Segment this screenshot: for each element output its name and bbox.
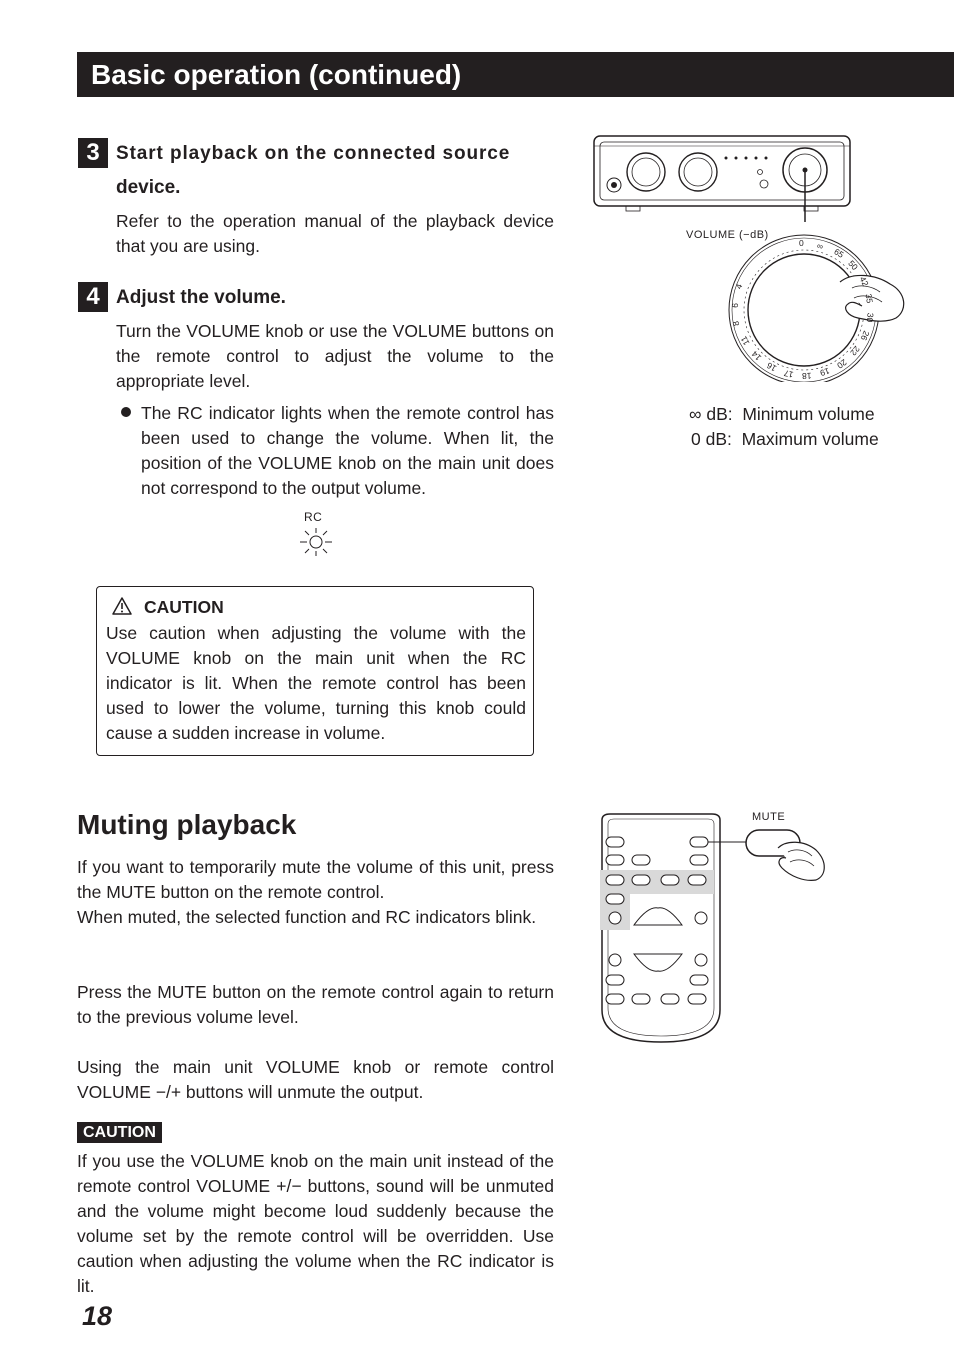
mute-label: MUTE xyxy=(752,811,786,823)
muting-para3: Using the main unit VOLUME knob or remote control VOLUME −/+ buttons will unmute the output. xyxy=(77,1057,554,1102)
page-number: 18 xyxy=(82,1301,113,1331)
volume-scale-tick: 6 xyxy=(729,302,741,308)
header-bar xyxy=(77,52,954,97)
rc-label: RC xyxy=(304,510,323,524)
volume-scale-tick: 30 xyxy=(864,311,876,323)
caution-body: Use caution when adjusting the volume with the VOLUME knob on the main unit when the RC indicator is lit. When the remote control has been used to lower the volume, turning this knob could cause a sudden increase in volume. xyxy=(106,623,526,743)
step-4-title: Adjust the volume. xyxy=(116,287,286,308)
bullet-dot xyxy=(121,407,131,417)
caution-heading: CAUTION xyxy=(144,597,224,617)
step-number-4: 4 xyxy=(78,282,108,312)
remote-control-illustration xyxy=(590,810,840,1050)
volume-scale-tick: 11 xyxy=(738,334,752,348)
volume-scale-tick: 18 xyxy=(801,370,812,382)
muting-caution-body: If you use the VOLUME knob on the main unit instead of the remote control VOLUME +/− buttons, sound will be unmuted and the volume might become loud suddenly because the volume set by the remote control will be overridden. Use caution when adjusting the volume when the RC indicator is lit. xyxy=(77,1151,554,1296)
volume-scale-tick: 17 xyxy=(782,368,795,381)
warning-triangle-icon xyxy=(111,596,133,616)
step-4-bullet: The RC indicator lights when the remote control has been used to change the volume. When lit, the position of the VOLUME knob on the main unit does not correspond to the output volume. xyxy=(141,403,554,498)
volume-scale-tick: 14 xyxy=(749,349,764,363)
volume-note-min xyxy=(689,402,875,427)
muting-para1-line2: When muted, the selected function and RC indicators blink. xyxy=(77,907,537,927)
caution-box xyxy=(96,586,534,756)
volume-scale-tick: 26 xyxy=(858,328,872,342)
volume-scale-tick: 8 xyxy=(730,320,742,327)
volume-note-min-value: Minimum volume xyxy=(742,404,875,424)
volume-scale-tick: 20 xyxy=(835,357,849,371)
volume-note-max-key: 0 dB: xyxy=(691,429,732,449)
step-4-body: Turn the VOLUME knob or use the VOLUME buttons on the remote control to adjust the volume to the appropriate level. xyxy=(116,321,554,391)
volume-scale-tick: 42 xyxy=(857,274,871,288)
volume-scale-tick: 19 xyxy=(819,366,832,379)
main-unit-illustration xyxy=(590,132,920,382)
volume-note-min-key: ∞ dB: xyxy=(689,404,733,424)
volume-note-max-value: Maximum volume xyxy=(741,429,879,449)
step-3-body: Refer to the operation manual of the playback device that you are using. xyxy=(116,211,554,256)
page-title: Basic operation (continued) xyxy=(91,59,462,90)
volume-note-max xyxy=(691,427,879,452)
section-title-muting: Muting playback xyxy=(77,809,297,840)
step-3-title-line2: device. xyxy=(116,177,181,198)
volume-scale-tick: 65 xyxy=(832,246,846,260)
step-number-3: 3 xyxy=(78,138,108,168)
muting-para1-line1: If you want to temporarily mute the volume of this unit, press the MUTE button on the remote control. xyxy=(77,857,554,902)
caution-tag: CAUTION xyxy=(77,1122,162,1143)
volume-scale-tick: 22 xyxy=(848,344,863,359)
volume-scale-tick: ∞ xyxy=(816,239,825,252)
muting-para2: Press the MUTE button on the remote control again to return to the previous volume level. xyxy=(77,982,554,1027)
volume-figure-label: VOLUME (−dB) xyxy=(686,229,769,241)
volume-scale-tick: 0 xyxy=(799,238,804,248)
step-3-title-line1: Start playback on the connected source xyxy=(116,143,511,164)
rc-indicator-icon xyxy=(298,526,334,558)
volume-scale-tick: 35 xyxy=(863,293,876,305)
volume-scale-tick: 50 xyxy=(846,258,861,273)
volume-scale-tick: 16 xyxy=(764,360,778,375)
volume-scale-tick: 4 xyxy=(733,282,745,291)
